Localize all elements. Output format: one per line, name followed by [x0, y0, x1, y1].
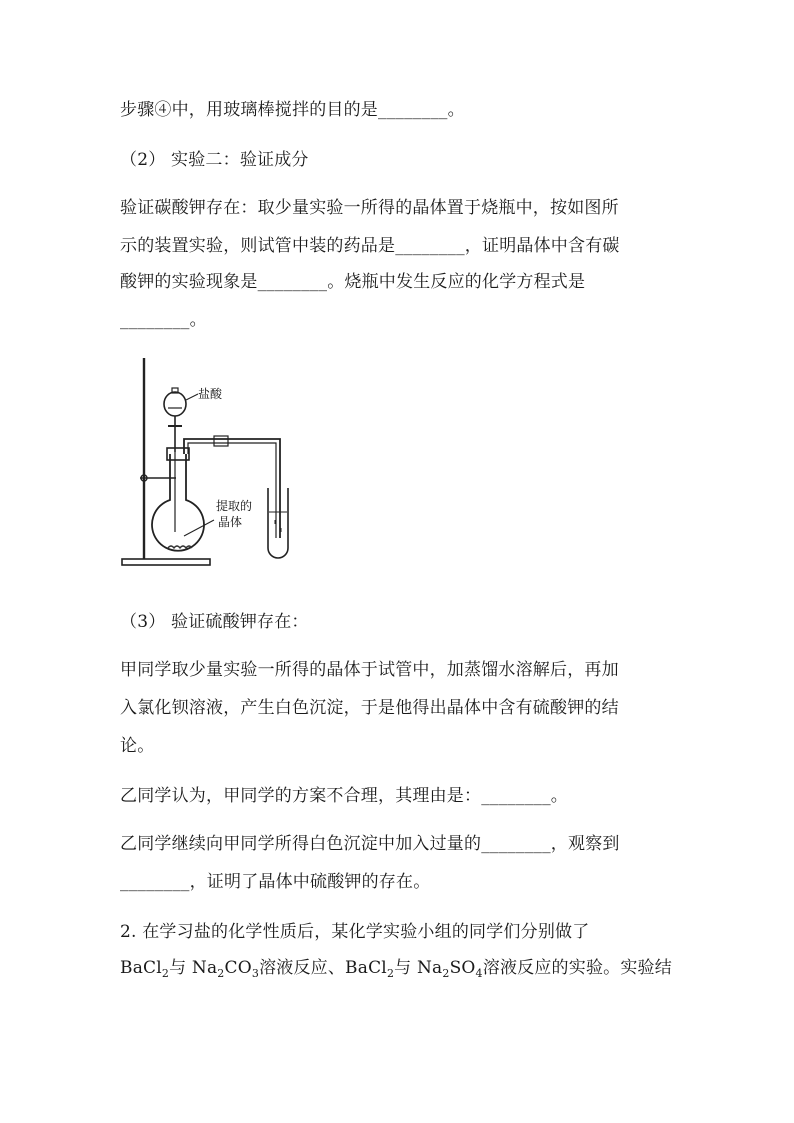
- formula-text: 与 Na: [169, 958, 218, 978]
- tube-connector: [214, 436, 228, 446]
- text-line-section-2: （2） 实验二：验证成分: [120, 150, 309, 170]
- text-line-question-2-formulas: [120, 958, 672, 984]
- subscript: 2: [217, 967, 225, 980]
- text-line-step4: 步骤④中，用玻璃棒搅拌的目的是________。: [120, 100, 465, 120]
- apparatus-diagram: [118, 352, 300, 568]
- text-line-k2co3-1: 验证碳酸钾存在：取少量实验一所得的晶体置于烧瓶中，按如图所: [120, 198, 619, 218]
- formula-text: SO: [449, 958, 476, 978]
- subscript: 3: [251, 967, 260, 980]
- subscript: 2: [161, 967, 170, 980]
- text-line-yi-3: ________，证明了晶体中硫酸钾的存在。: [120, 872, 431, 892]
- formula-text: 与 Na: [394, 958, 443, 978]
- label-extracted-crystal-2: 晶体: [218, 515, 243, 529]
- label-pointer-crystal: [184, 520, 214, 536]
- text-line-k2co3-2: 示的装置实验，则试管中装的药品是________，证明晶体中含有碳: [120, 236, 620, 256]
- text-line-section-3: （3） 验证硫酸钾存在：: [120, 612, 309, 632]
- formula-text: CO: [224, 958, 252, 978]
- subscript: 2: [442, 967, 450, 980]
- subscript: 4: [475, 967, 483, 980]
- label-pointer-acid: [186, 394, 198, 400]
- label-extracted-crystal-1: 提取的: [216, 499, 253, 513]
- subscript: 2: [386, 967, 395, 980]
- text-line-jia-2: 入氯化钡溶液，产生白色沉淀，于是他得出晶体中含有硫酸钾的结: [120, 698, 619, 718]
- text-line-jia-1: 甲同学取少量实验一所得的晶体于试管中，加蒸馏水溶解后，再加: [120, 660, 619, 680]
- text-line-k2co3-3: 酸钾的实验现象是________。烧瓶中发生反应的化学方程式是: [120, 272, 586, 292]
- apparatus-figure: [118, 352, 300, 568]
- separatory-funnel: [164, 392, 186, 416]
- round-bottom-flask: [152, 454, 204, 551]
- formula-text: 溶液反应、BaCl: [259, 958, 387, 978]
- stand-base: [122, 559, 210, 565]
- text-line-yi-1: 乙同学认为，甲同学的方案不合理，其理由是：________。: [120, 786, 568, 806]
- text-line-k2co3-4: ________。: [120, 310, 207, 330]
- crystal-sample: [168, 546, 192, 548]
- text-line-question-2: 2. 在学习盐的化学性质后，某化学实验小组的同学们分别做了: [120, 922, 590, 942]
- test-tube: [268, 488, 288, 558]
- formula-text: 溶液反应的实验。实验结: [482, 958, 672, 978]
- formula-text: BaCl: [120, 958, 162, 978]
- text-line-jia-3: 论。: [120, 736, 155, 756]
- text-line-yi-2: 乙同学继续向甲同学所得白色沉淀中加入过量的________，观察到: [120, 834, 620, 854]
- label-hydrochloric-acid: 盐酸: [198, 387, 223, 401]
